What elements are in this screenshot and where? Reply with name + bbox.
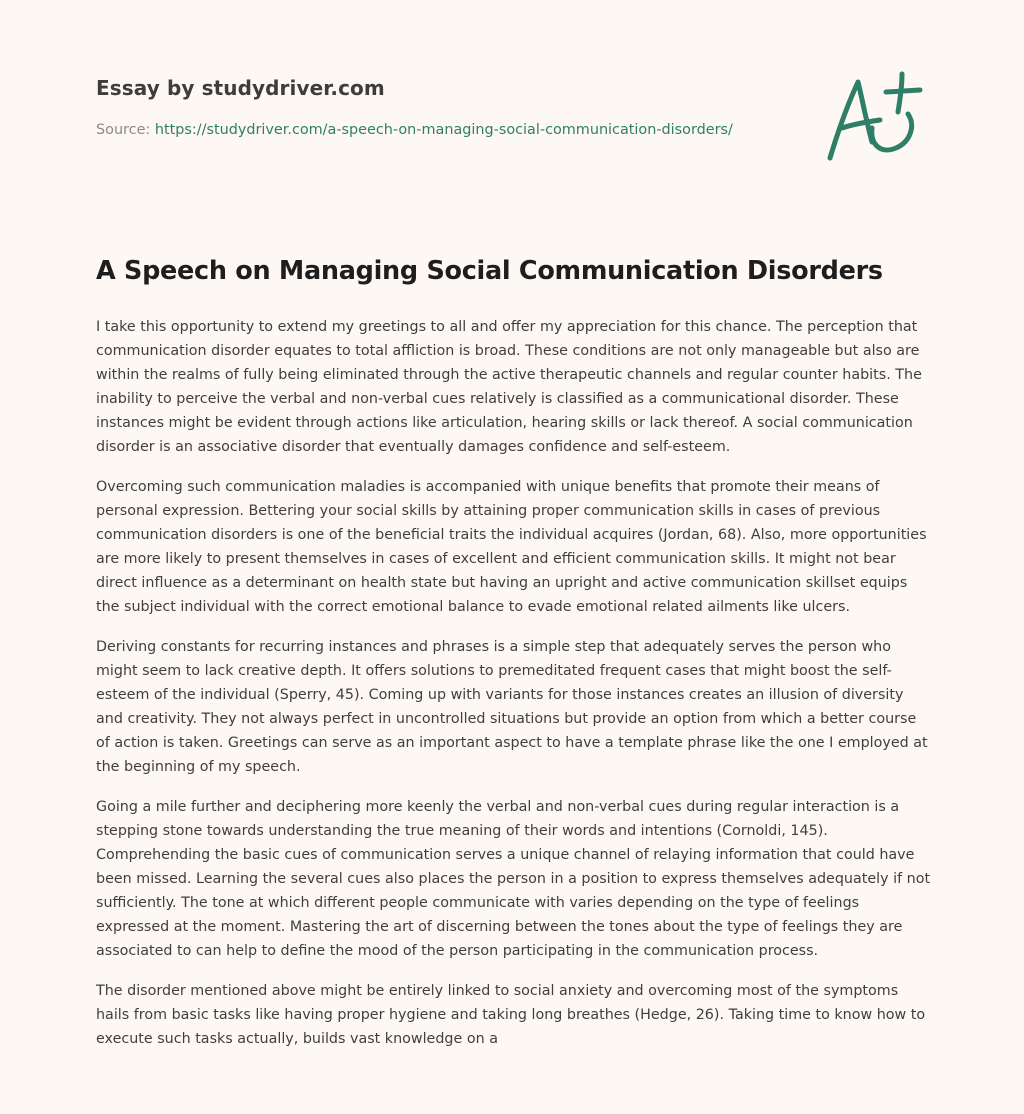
paragraph: The disorder mentioned above might be entirely linked to social anxiety and overcoming most of the symptoms hails from basic tasks like having proper hygiene and taking long breathes (Hedge, 26). Taking time to know how to execute such tasks actually, builds vast knowledge on a	[96, 983, 926, 1047]
essay-header	[96, 76, 796, 138]
source-line	[96, 122, 796, 138]
source-label: Source:	[96, 122, 155, 138]
essay-body	[96, 315, 932, 1067]
paragraph: Overcoming such communication maladies is accompanied with unique benefits that promote their means of personal expression. Bettering your social skills by attaining proper communication skills in cases of previous communication disorders is one of the beneficial traits the individual acquires (Jordan, 68). Also, more opportunities are more likely to present themselves in cases of excellent and efficient communication skills. It might not bear direct influence as a determinant on health state but having an upright and active communication skillset equips the subject individual with the correct emotional balance to evade emotional related ailments like ulcers.	[96, 479, 927, 615]
brand-title: Essay by studydriver.com	[96, 76, 385, 100]
paragraph: Deriving constants for recurring instances and phrases is a simple step that adequately serves the person who might seem to lack creative depth. It offers solutions to premeditated frequent cases that might boost the self-esteem of the individual (Sperry, 45). Coming up with variants for those instances creates an illusion of diversity and creativity. They not always perfect in uncontrolled situations but provide an option from which a better course of action is taken. Greetings can serve as an important aspect to have a template phrase like the one I employed at the beginning of my speech.	[96, 639, 928, 775]
a-plus-logo-icon	[820, 68, 930, 168]
paragraph: Going a mile further and deciphering more keenly the verbal and non-verbal cues during regular interaction is a stepping stone towards understanding the true meaning of their words and intentions (Cornoldi, 145). Comprehending the basic cues of communication serves a unique channel of relaying information that could have been missed. Learning the several cues also places the person in a position to express themselves adequately if not sufficiently. The tone at which different people communicate with varies depending on the type of feelings expressed at the moment. Mastering the art of discerning between the tones about the type of feelings they are associated to can help to define the mood of the person participating in the communication process.	[96, 799, 931, 959]
source-link[interactable]: https://studydriver.com/a-speech-on-managing-social-communication-disorders/	[154, 122, 733, 138]
essay-title: A Speech on Managing Social Communication Disorders	[96, 256, 883, 286]
paragraph: I take this opportunity to extend my greetings to all and offer my appreciation for this chance. The perception that communication disorder equates to total affliction is broad. These conditions are not only manageable but also are within the realms of fully being eliminated through the active therapeutic channels and regular counter habits. The inability to perceive the verbal and non-verbal cues relatively is classified as a communicational disorder. These instances might be evident through actions like articulation, hearing skills or lack thereof. A social communication disorder is an associative disorder that eventually damages confidence and self-esteem.	[96, 319, 922, 455]
